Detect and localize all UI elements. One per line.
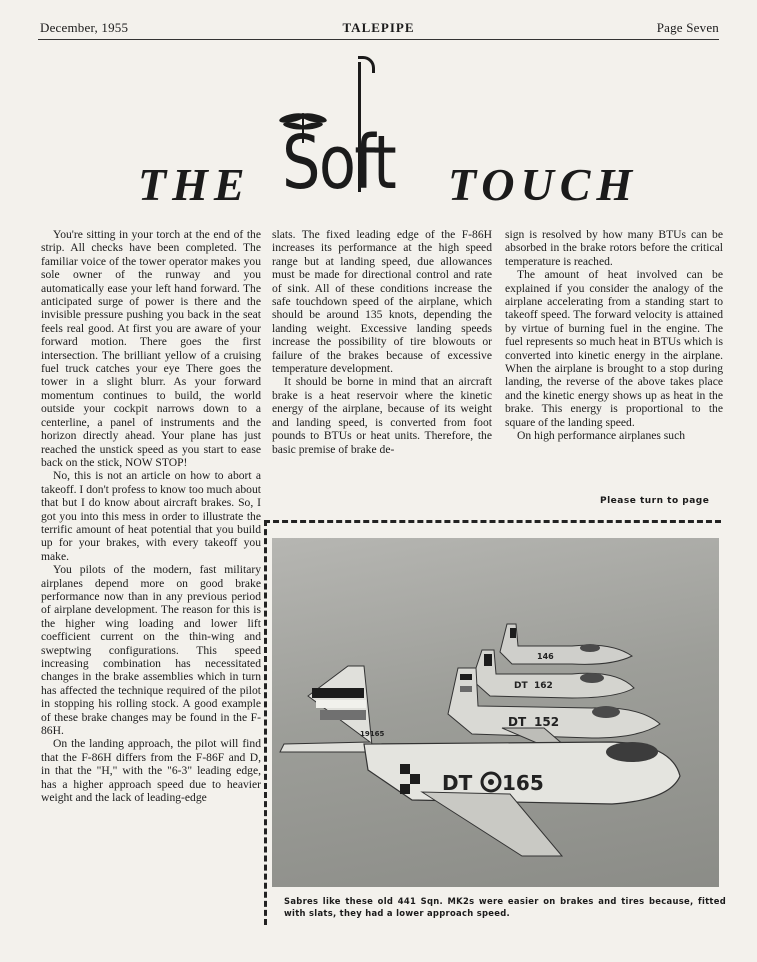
- jet-code-1-number: 165: [502, 771, 544, 795]
- issue-date: December, 1955: [40, 20, 129, 35]
- article-column-3: [505, 228, 723, 443]
- paragraph: sign is resolved by how many BTUs can be absorbed in the brake rotors before the critical temperature is reached.: [505, 228, 723, 268]
- photo-caption: Sabres like these old 441 Sqn. MK2s were easier on brakes and tires because, fitted with slats, they had a lower approach speed.: [284, 896, 726, 918]
- sabre-formation-photo: [272, 538, 719, 887]
- jet-code-2-number: 152: [534, 715, 560, 729]
- paragraph: It should be borne in mind that an aircraft brake is a heat reservoir where the kinetic energy of the airplane, because of its weight and landing speed, is converted from foot pounds to BTUs or heat units. Therefore, the basic premise of brake de-: [272, 375, 492, 456]
- paragraph: You pilots of the modern, fast military airplanes depend more on good brake performance now than in any previous period of airplane development. The reason for this is the higher wing loading and lower lift coefficient current on the thin-wing and sweptwing configurations. This speed increasing combination has necessitated changes in the brake assemblies which in turn has affected the technique required of the pilot in stopping his rolling stock. A good example of these brake changes may be found in the F-86H.: [41, 563, 261, 738]
- article-column-2: [272, 228, 492, 456]
- sabre-jet-4: [500, 624, 632, 664]
- jet-serial: 19165: [360, 730, 385, 738]
- sabre-jet-1: [280, 666, 680, 856]
- jet-code-3-number: 162: [534, 681, 553, 691]
- page-number: Page Seven: [656, 20, 719, 35]
- title-the: THE: [138, 159, 251, 210]
- jet-code-4: 146: [537, 652, 554, 661]
- photo-border-top: [264, 520, 721, 523]
- jet-code-2-letters: DT: [508, 715, 527, 729]
- paragraph: The amount of heat involved can be explained if you consider the analogy of the airplane accelerating from a standing start to takeoff speed. The forward velocity is attained by virtue of burning fuel in the engine. The fuel represents so much heat in BTUs which is converted into kinetic energy in the airplane. When the airplane is brought to a stop during landing, the reverse of the above takes place and the kinetic energy shows up as heat in the brake. This energy is proportional to the square of the landing speed.: [505, 268, 723, 429]
- title-soft: Soft: [282, 120, 396, 206]
- paragraph: On high performance airplanes such: [517, 429, 686, 443]
- jet-code-1-letters: DT: [442, 771, 473, 795]
- continued-note: Please turn to page: [600, 496, 710, 506]
- publication-name: TALEPIPE: [342, 20, 415, 35]
- header-rule: [38, 39, 719, 40]
- jet-code-3-letters: DT: [514, 681, 528, 691]
- paragraph: You're sitting in your torch at the end of the strip. All checks have been completed. The familiar voice of the tower operator makes you sole owner of the runway and you automatically ease your left hand forward. The anticipated surge of power is there and the invisible pressure pushing you back in the seat feels real good. At first you are aware of your forward motion. There goes the first intersection. The brilliant yellow of a cruising fuel truck catches your eye There goes the tower in a slight blurr. As your forward momentum continues to build, the world outside your cockpit narrows down to a centerline, a panel of instruments and the horizon directly ahead. Your plane has just reached the unstick speed as you start to ease back on the stick, NOW STOP!: [41, 228, 261, 469]
- title-touch: TOUCH: [448, 159, 639, 210]
- article-column-1: [41, 228, 261, 804]
- paragraph: On the landing approach, the pilot will find that the F-86H differs from the F-86F and D, in that the "H," with the "6-3" leading edge, has a higher approach speed due to heavier weight and the lack of leading-edge: [41, 737, 261, 805]
- photo-border-left: [264, 520, 267, 925]
- paragraph: No, this is not an article on how to abort a takeoff. I don't profess to know too much about that but I do know about aircraft brakes. So, I got you into this mess in order to illustrate the terrific amount of heat potential that you build up for your brakes, with every takeoff you make.: [41, 469, 261, 563]
- paragraph: slats. The fixed leading edge of the F-86H increases its performance at the high speed range but at landing speed, due allowances must be made for directional control and rate of sink. All of these conditions increase the safe touchdown speed of the airplane, which should be around 135 knots, depending the landing weight. Excessive landing speeds increase the possibility of tire blowouts or failure of the brakes because of excessive temperature development.: [272, 228, 492, 376]
- sabre-jets-illustration: [272, 538, 719, 887]
